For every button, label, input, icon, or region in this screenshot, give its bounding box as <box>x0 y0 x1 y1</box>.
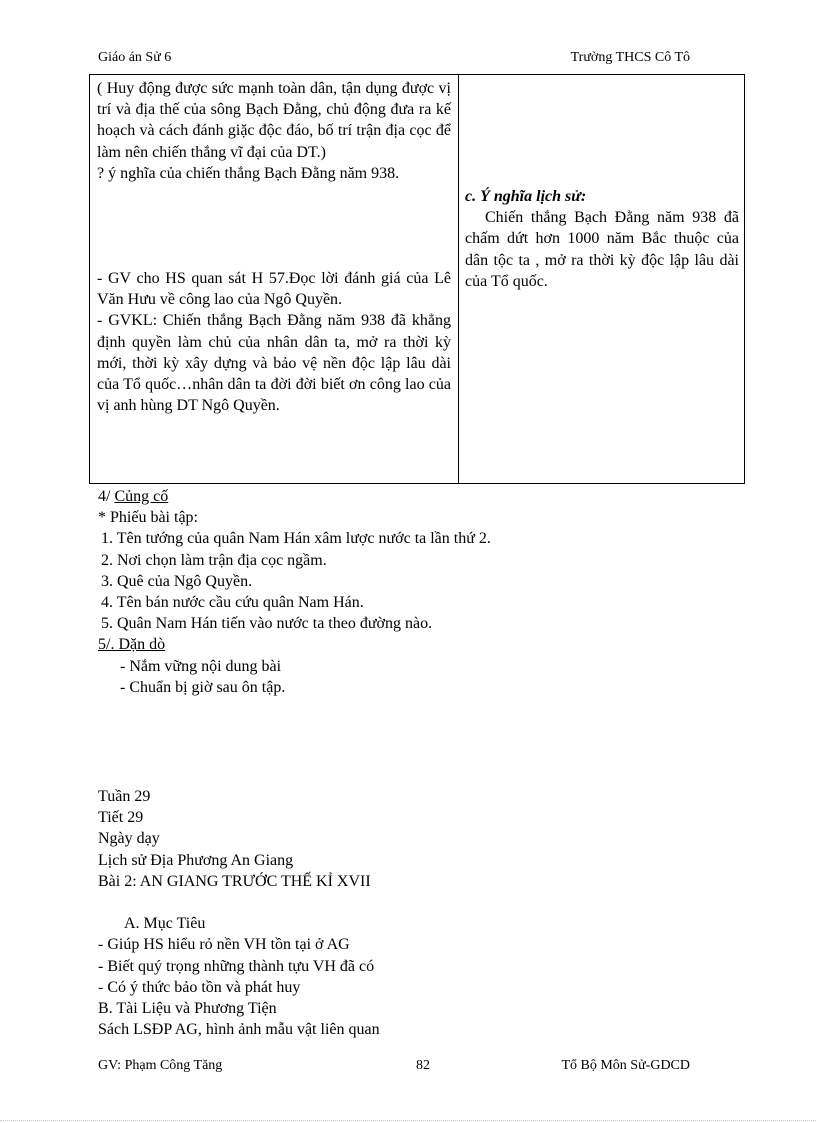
teacher-activity-summary: ( Huy động được sức mạnh toàn dân, tận dụng được vị trí và địa thế của sông Bạch Đằng, chủ động đưa ra kế hoạch và cách đánh giặc độc đáo, bố trí trận địa cọc để làm nên chiến thắng vĩ đại của DT.) <box>97 80 451 161</box>
worksheet-label: * Phiếu bài tập: <box>98 509 198 527</box>
page-footer <box>98 1058 690 1078</box>
worksheet-item: 5. Quân Nam Hán tiến vào nước ta theo đường nào. <box>101 615 433 633</box>
worksheet-item: 4. Tên bán nước cầu cứu quân Nam Hán. <box>101 594 364 612</box>
teaching-date-label: Ngày dạy <box>98 830 160 848</box>
table-left-column <box>97 78 451 416</box>
page-header <box>98 50 690 70</box>
teacher-activity-observe: - GV cho HS quan sát H 57.Đọc lời đánh giá của Lê Văn Hưu về công lao của Ngô Quyền. <box>97 270 451 309</box>
materials-text: Sách LSĐP AG, hình ảnh mẫu vật liên quan <box>98 1021 380 1039</box>
worksheet-item: 3. Quê của Ngô Quyền. <box>101 572 253 590</box>
objectives-heading: A. Mục Tiêu <box>124 915 206 933</box>
footer-department: Tổ Bộ Môn Sử-GDCD <box>561 1058 690 1073</box>
worksheet-item: 2. Nơi chọn làm trận địa cọc ngầm. <box>101 551 327 569</box>
significance-heading: c. Ý nghĩa lịch sử: <box>465 188 587 205</box>
significance-text: Chiến thắng Bạch Đằng năm 938 đã chấm dứt hơn 1000 năm Bắc thuộc của dân tộc ta , mở ra thời kỳ độc lập lâu dài của Tổ quốc. <box>465 209 739 290</box>
header-subject: Giáo án Sử 6 <box>98 50 172 65</box>
teacher-conclusion: - GVKL: Chiến thắng Bạch Đằng năm 938 đã khẳng định quyền làm chủ của nhân dân ta, mở ra thời kỳ mới, thời kỳ xây dựng và bảo vệ nền độc lập lâu dài của Tổ quốc…nhân dân ta đời đời biết ơn công lao của vị anh hùng DT Ngô Quyền. <box>97 312 451 415</box>
lesson-title: Bài 2: AN GIANG TRƯỚC THẾ KỈ XVII <box>98 872 371 890</box>
teacher-question: ? ý nghĩa của chiến thắng Bạch Đằng năm 938. <box>97 164 400 182</box>
homework-heading: 5/. Dặn dò <box>98 636 166 654</box>
consolidation-heading <box>98 486 698 507</box>
consolidation-title: Củng cố <box>114 488 169 505</box>
week-label: Tuần 29 <box>98 788 151 805</box>
header-school: Trường THCS Cô Tô <box>570 50 690 65</box>
spacer <box>97 184 451 268</box>
consolidation-number: 4/ <box>98 488 111 505</box>
next-lesson-section <box>98 786 698 1040</box>
homework-item: - Chuẩn bị giờ sau ôn tập. <box>120 678 286 696</box>
table-right-column <box>465 186 739 292</box>
period-label: Tiết 29 <box>98 809 144 827</box>
lesson-table <box>89 74 745 484</box>
materials-heading: B. Tài Liệu và Phương Tiện <box>98 1000 277 1018</box>
subject-label: Lịch sử Địa Phương An Giang <box>98 851 294 869</box>
worksheet-item: 1. Tên tướng của quân Nam Hán xâm lược nước ta lần thứ 2. <box>101 530 491 548</box>
objective-item: - Có ý thức bảo tồn và phát huy <box>98 978 301 996</box>
footer-teacher: GV: Phạm Công Tăng <box>98 1058 223 1073</box>
page-edge-divider <box>0 1120 816 1121</box>
objective-item: - Biết quý trọng những thành tựu VH đã có <box>98 957 375 975</box>
homework-item: - Nắm vững nội dung bài <box>120 657 282 675</box>
page-number: 82 <box>416 1058 430 1073</box>
table-column-divider <box>458 75 459 483</box>
objective-item: - Giúp HS hiểu rỏ nền VH tồn tại ở AG <box>98 936 350 954</box>
spacer <box>98 892 698 913</box>
consolidation-section <box>98 486 698 698</box>
